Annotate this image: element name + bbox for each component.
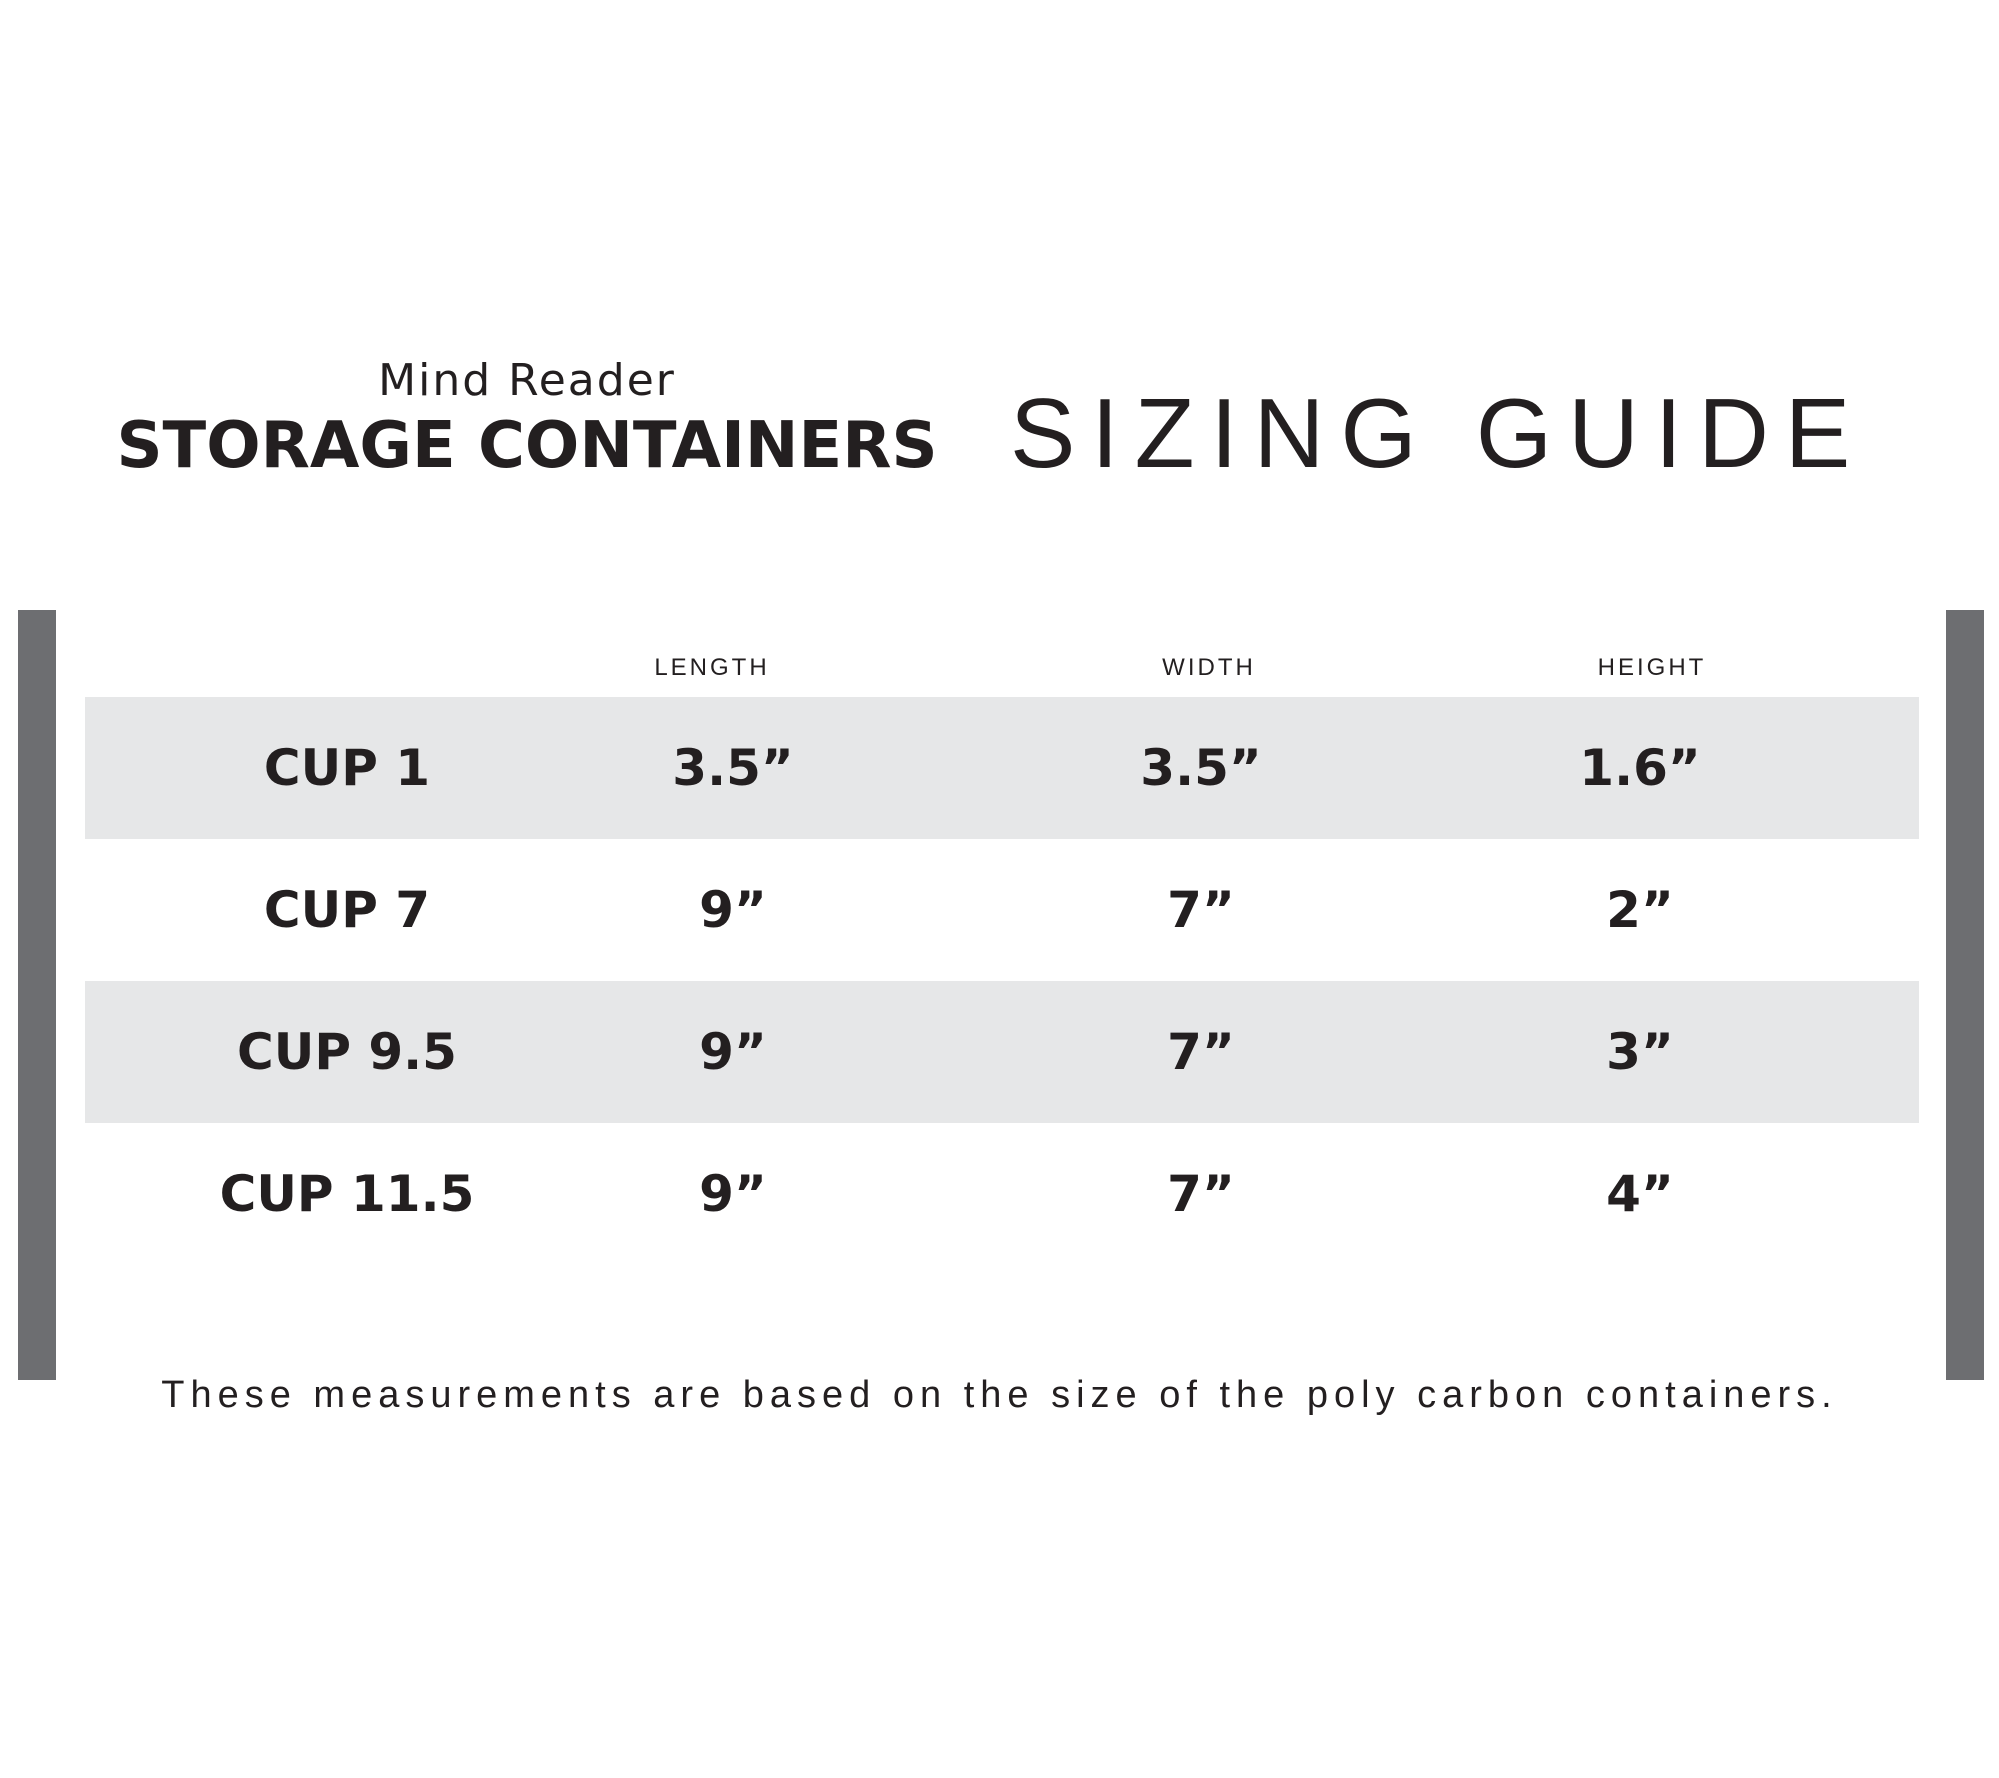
length-value: 9”: [699, 881, 767, 939]
row-label: CUP 1: [263, 739, 431, 797]
row-label: CUP 9.5: [237, 1023, 457, 1081]
brand-name: Mind Reader: [378, 355, 676, 406]
column-header-width: WIDTH: [1162, 654, 1256, 681]
table-row: [85, 697, 1919, 839]
width-value: 3.5”: [1140, 739, 1262, 797]
column-header-length: LENGTH: [654, 654, 770, 681]
length-value: 9”: [699, 1165, 767, 1223]
height-value: 3”: [1606, 1023, 1674, 1081]
height-value: 1.6”: [1579, 739, 1701, 797]
table-row: [85, 839, 1919, 981]
width-value: 7”: [1167, 881, 1235, 939]
row-label: CUP 7: [263, 881, 431, 939]
table-row: [85, 1123, 1919, 1265]
width-value: 7”: [1167, 1165, 1235, 1223]
page-title: SIZING GUIDE: [1010, 378, 1867, 488]
row-label: CUP 11.5: [219, 1165, 475, 1223]
length-value: 9”: [699, 1023, 767, 1081]
left-side-bar: [18, 610, 56, 1380]
height-value: 4”: [1606, 1165, 1674, 1223]
right-side-bar: [1946, 610, 1984, 1380]
table-row: [85, 981, 1919, 1123]
product-name: STORAGE CONTAINERS: [116, 409, 938, 483]
column-header-height: HEIGHT: [1597, 654, 1707, 681]
brand-block: [92, 355, 962, 483]
length-value: 3.5”: [672, 739, 794, 797]
height-value: 2”: [1606, 881, 1674, 939]
width-value: 7”: [1167, 1023, 1235, 1081]
measurement-footnote: These measurements are based on the size of the poly carbon containers.: [161, 1374, 1838, 1416]
